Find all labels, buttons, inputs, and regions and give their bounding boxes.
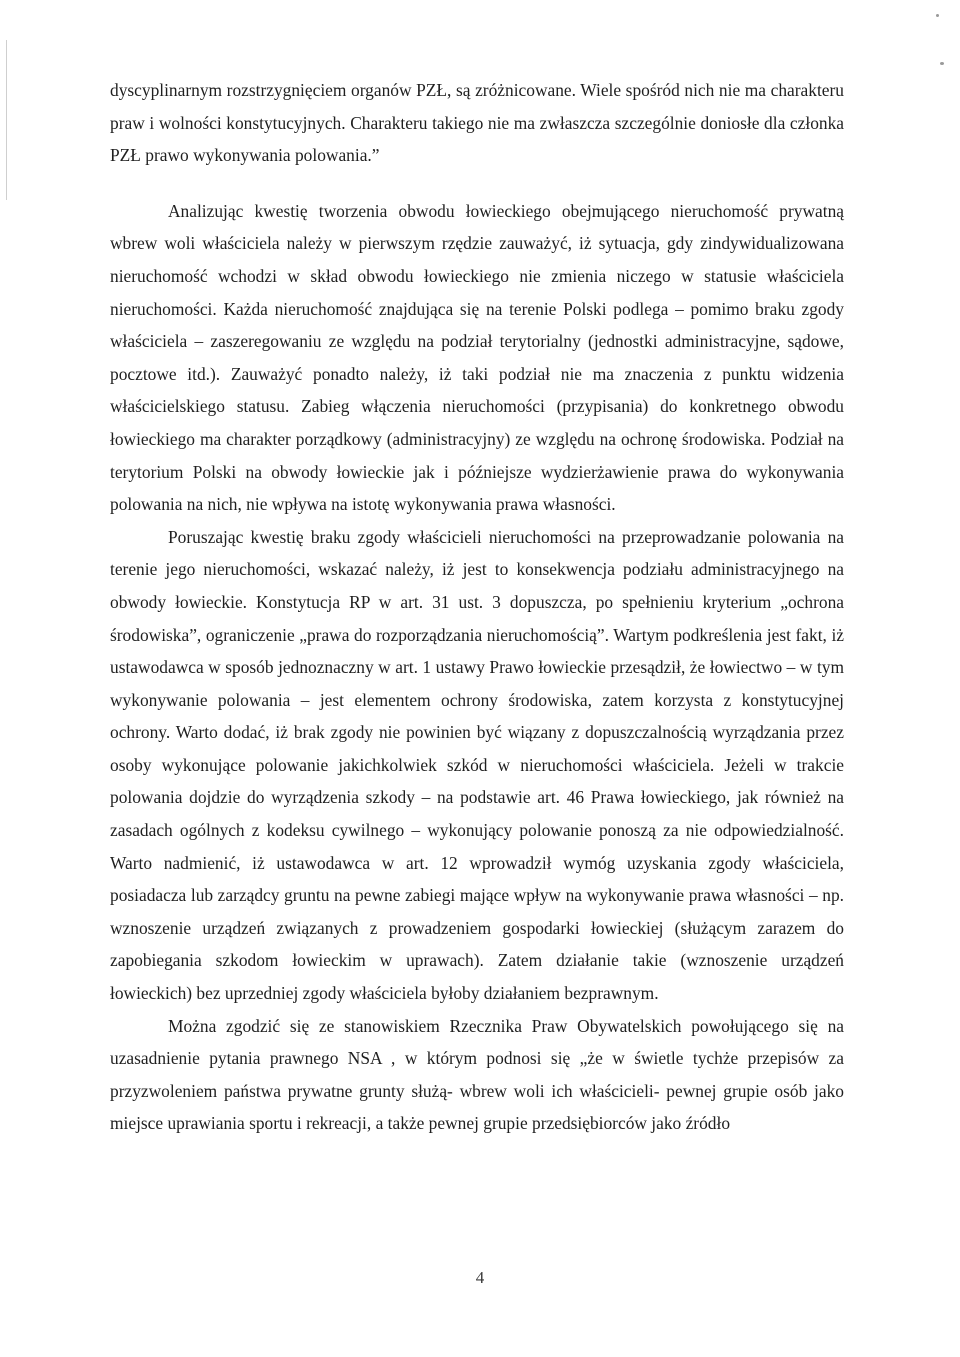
paragraph-continuation: dyscyplinarnym rozstrzygnięciem organów PZŁ, są zróżnicowane. Wiele spośród nich nie ma charakteru praw i wolności konstytucyjnych. Charakteru takiego nie ma zwłaszcza szczególnie doniosłe dla członka PZŁ prawo wykonywania polowania.” [110, 80, 844, 166]
paragraph-owner-consent: Poruszając kwestię braku zgody właścicieli nieruchomości na przeprowadzanie polowania na terenie jego nieruchomości, wskazać należy, iż jest to konsekwencja podziału administracyjnego na obwody łowieckie. Konstytucja RP w art. 31 ust. 3 dopuszcza, po spełnieniu kryterium „ochrona środowiska”, ograniczenie „prawa do rozporządzania nieruchomością”. Wartym podkreślenia jest fakt, iż ustawodawca w sposób jednoznaczny w art. 1 ustawy Prawo łowieckie przesądził, że łowiectwo – w tym wykonywanie polowania – jest elementem ochrony środowiska, zatem korzysta z konstytucyjnej ochrony. Warto dodać, iż brak zgody nie powinien być wiązany z dopuszczalnością wyrządzania przez osoby wykonujące polowanie jakichkolwiek szkód w nieruchomości właściciela. Jeżeli w trakcie polowania dojdzie do wyrządzenia szkody – na podstawie art. 46 Prawa łowieckiego, jak również na zasadach ogólnych z kodeksu cywilnego – wykonujący polowanie ponoszą za nie odpowiedzialność. Warto nadmienić, iż ustawodawca w art. 12 wprowadził wymóg uzyskania zgody właściciela, posiadacza lub zarządcy gruntu na pewne zabiegi mające wpływ na wykonywanie prawa własności – np. wznoszenie urządzeń związanych z prowadzeniem gospodarki łowieckiej (służącym zarazem do zapobiegania szkodom łowieckim w uprawach). Zatem działanie takie (wznoszenie urządzeń łowieckich) bez uprzedniej zgody właściciela byłoby działaniem bezprawnym. [110, 526, 844, 1004]
paragraph-hunting-district-analysis: Analizując kwestię tworzenia obwodu łowieckiego obejmującego nieruchomość prywatną wbrew woli właściciela należy w pierwszym rzędzie zauważyć, iż sytuacja, gdy zindywidualizowana nieruchomość wchodzi w skład obwodu łowieckiego nie zmienia niczego w statusie właściciela nieruchomości. Każda nieruchomość znajdująca się na terenie Polski podlega – pomimo braku zgody właściciela – zaszeregowaniu ze względu na podział terytorialny (jednostki administracyjne, sądowe, pocztowe itd.). Zauważyć ponadto należy, iż taki podział nie ma znaczenia z punktu widzenia właścicielskiego statusu. Zabieg włączenia nieruchomości (przypisania) do konkretnego obwodu łowieckiego ma charakter porządkowy (administracyjny) ze względu na ochronę środowiska. Podział na terytorium Polski na obwody łowieckie jak i późniejsze wydzierżawienie prawa do wykonywania polowania na nich, nie wpływa na istotę wykonywania prawa własności. [110, 200, 844, 515]
scan-speck [940, 62, 944, 65]
paragraph-ombudsman-position: Można zgodzić się ze stanowiskiem Rzecznika Praw Obywatelskich powołującego się na uzasadnienie pytania prawnego NSA , w którym podnosi się „że w świetle tychże przepisów za przyzwoleniem państwa prywatne grunty służą- wbrew woli ich właścicieli- pewnej grupie osób jako miejsce uprawiania sportu i rekreacji, a także pewnej grupie przedsiębiorców jako źródło [110, 1015, 844, 1134]
document-body [110, 74, 844, 1140]
scan-speck [936, 14, 939, 17]
page-number: 4 [475, 1268, 485, 1287]
scan-edge-line [6, 40, 7, 200]
